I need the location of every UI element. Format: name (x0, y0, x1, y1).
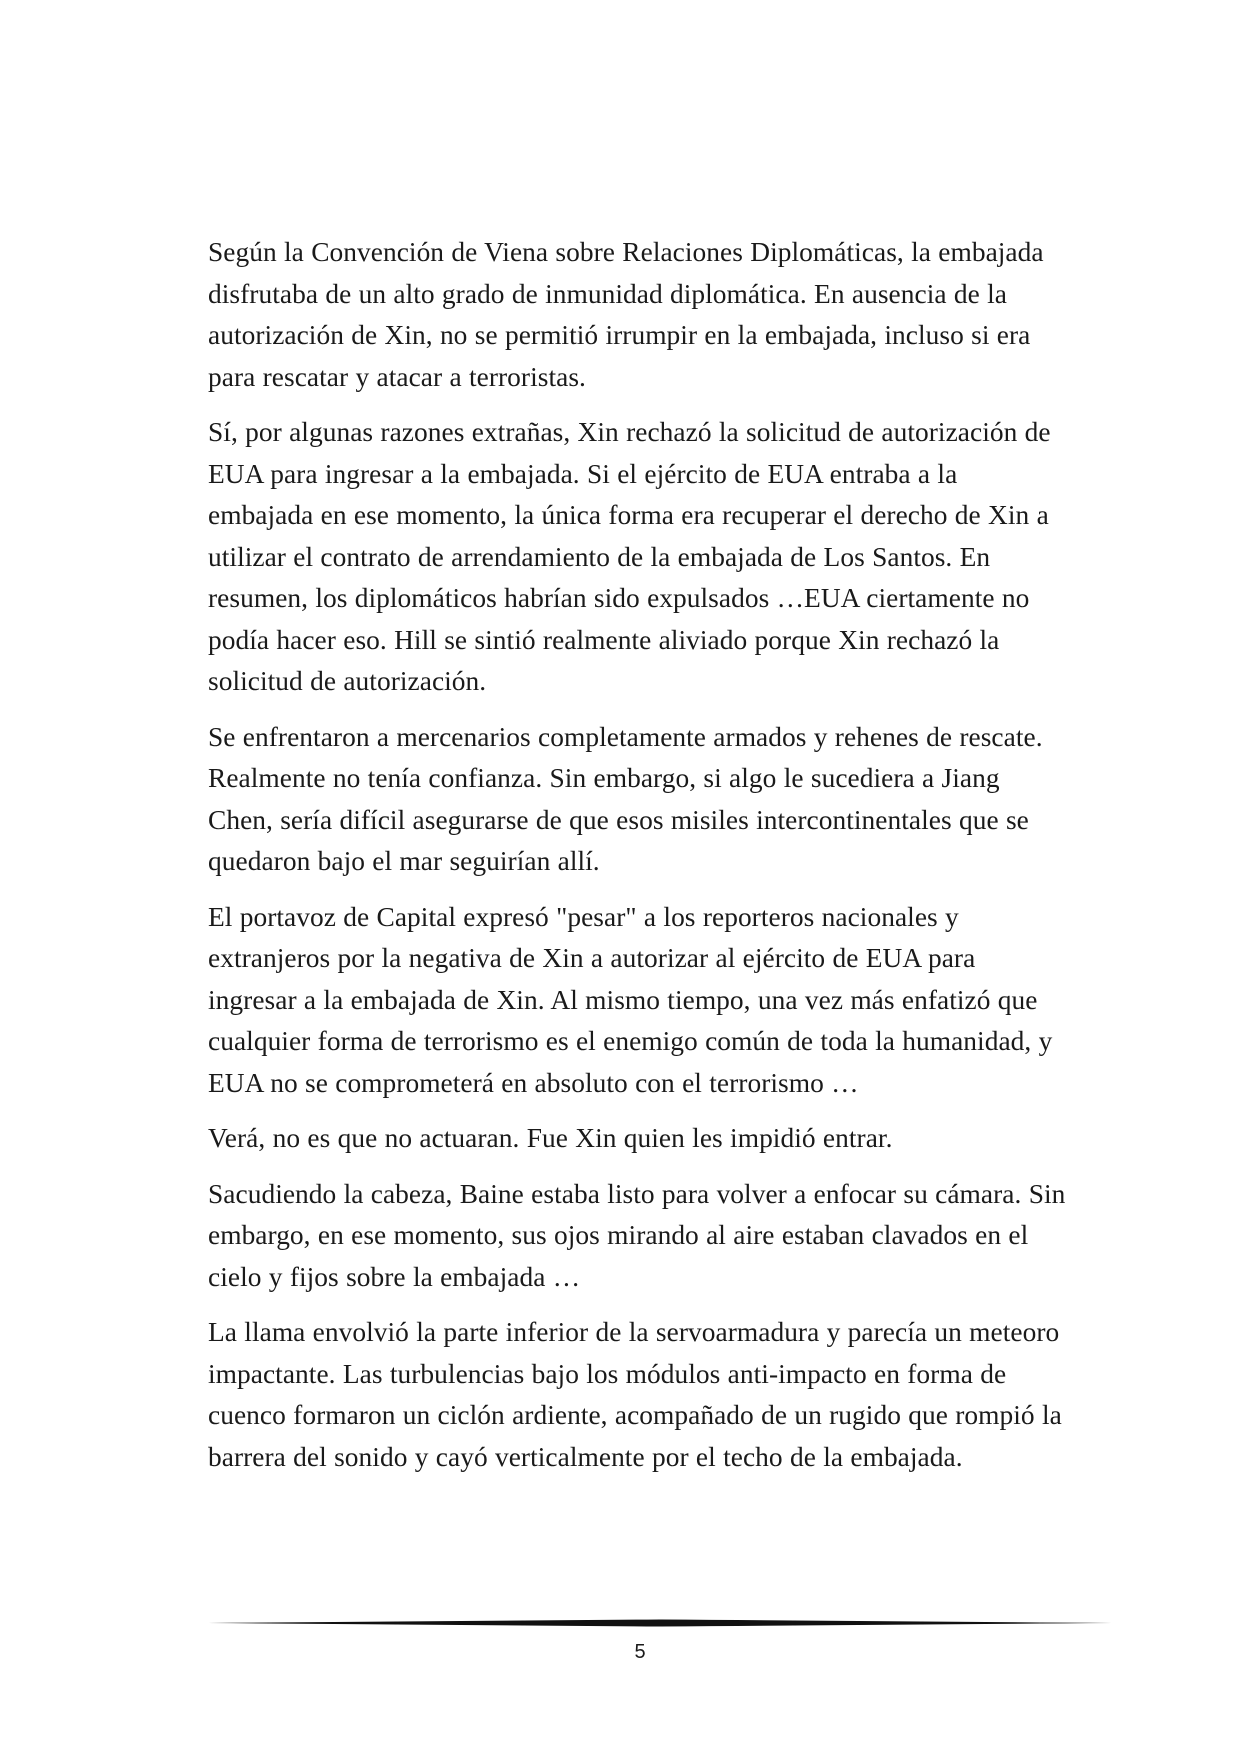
paragraph: La llama envolvió la parte inferior de la servoarmadura y parecía un meteoro impactante. Las turbulencias bajo los módulos anti-impacto en forma de cuenco formaron un ciclón ardiente, acompañado de un rugido que rompió la barrera del sonido y cayó verticalmente por el techo de la embajada. (208, 1317, 1062, 1472)
paragraph: Sacudiendo la cabeza, Baine estaba listo para volver a enfocar su cámara. Sin embargo, en ese momento, sus ojos mirando al aire estaban clavados en el cielo y fijos sobre la embajada … (208, 1178, 1066, 1292)
paragraph: Verá, no es que no actuaran. Fue Xin quien les impidió entrar. (208, 1123, 893, 1153)
paragraph: Según la Convención de Viena sobre Relaciones Diplomáticas, la embajada disfrutaba de un alto grado de inmunidad diplomática. En ausencia de la autorización de Xin, no se permitió irrumpir en la embajada, incluso si era para rescatar y atacar a terroristas. (208, 237, 1044, 392)
paragraph: El portavoz de Capital expresó "pesar" a los reporteros nacionales y extranjeros por la negativa de Xin a autorizar al ejército de EUA para ingresar a la embajada de Xin. Al mismo tiempo, una vez más enfatizó que cualquier forma de terrorismo es el enemigo común de toda la humanidad, y EUA no se comprometerá en absoluto con el terrorismo … (208, 901, 1053, 1098)
paragraph: Se enfrentaron a mercenarios completamente armados y rehenes de rescate. Realmente no tenía confianza. Sin embargo, si algo le sucediera a Jiang Chen, sería difícil asegurarse de que esos misiles intercontinentales que se quedaron bajo el mar seguirían allí. (208, 721, 1043, 876)
footer-divider (208, 1616, 1112, 1630)
page-number: 5 (634, 1641, 646, 1663)
paragraph: Sí, por algunas razones extrañas, Xin rechazó la solicitud de autorización de EUA para ingresar a la embajada. Si el ejército de EUA entraba a la embajada en ese momento, la única forma era recuperar el derecho de Xin a utilizar el contrato de arrendamiento de la embajada de Los Santos. En resumen, los diplomáticos habrían sido expulsados …EUA ciertamente no podía hacer eso. Hill se sintió realmente aliviado porque Xin rechazó la solicitud de autorización. (208, 417, 1051, 696)
body-text (208, 232, 1068, 1492)
